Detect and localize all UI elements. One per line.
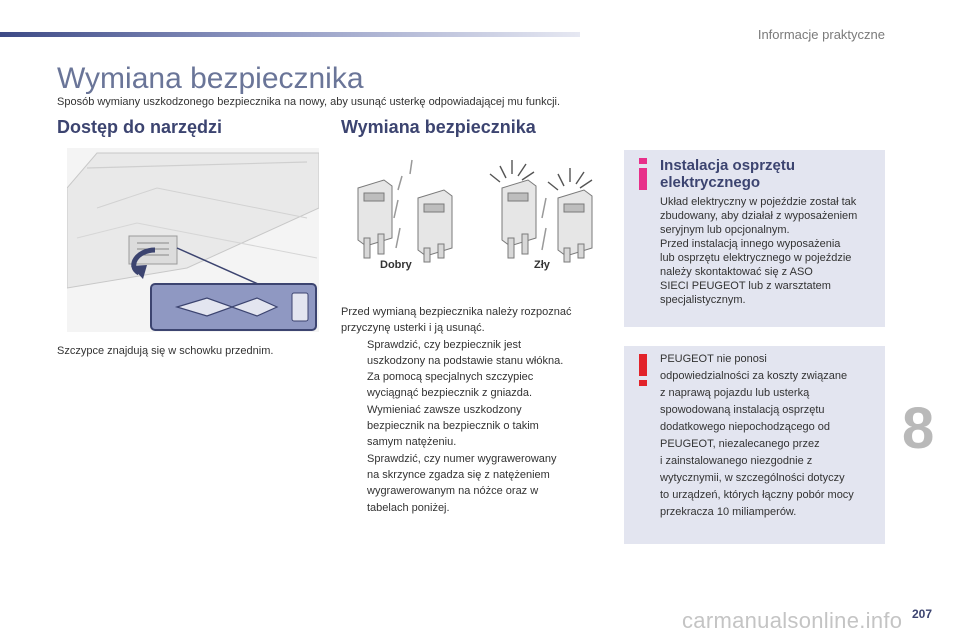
page-title: Wymiana bezpiecznika — [57, 62, 364, 95]
step-item — [341, 337, 611, 370]
step-line: Wymieniać zawsze uszkodzony — [367, 403, 522, 416]
info-box — [624, 150, 885, 327]
step-line: tabelach poniżej. — [367, 501, 450, 514]
step-line: uszkodzony na podstawie stanu włókna. — [367, 354, 564, 367]
tools-heading: Dostęp do narzędzi — [57, 117, 223, 137]
tools-caption: Szczypce znajdują się w schowku przednim. — [57, 345, 274, 357]
bad-fuse-label: Zły — [534, 259, 550, 271]
intro-line: przyczynę usterki i ją usunąć. — [341, 322, 485, 335]
watermark: carmanualsonline.info — [682, 608, 903, 633]
bad-fuse-icon — [490, 160, 592, 262]
chapter-number: 8 — [902, 396, 935, 461]
arrow-bullet-icon — [341, 402, 367, 451]
step-item — [341, 451, 611, 516]
step-line: bezpiecznik na bezpiecznik o takim — [367, 420, 539, 433]
step-line: samym natężeniu. — [367, 436, 457, 449]
page-number: 207 — [912, 607, 933, 621]
warning-exclamation-icon — [636, 354, 650, 386]
step-item — [341, 402, 611, 451]
arrow-bullet-icon — [341, 451, 367, 516]
replacement-instructions — [341, 304, 611, 516]
info-icon — [636, 158, 650, 190]
arrow-bullet-icon — [341, 337, 367, 370]
info-box-title: Instalacja osprzętu elektrycznego — [660, 157, 796, 191]
step-line: Sprawdzić, czy numer wygrawerowany — [367, 452, 557, 465]
header-bar — [0, 32, 580, 37]
step-item — [341, 369, 611, 402]
step-line: na skrzynce zgadza się z natężeniem — [367, 468, 550, 481]
intro-line: Przed wymianą bezpiecznika należy rozpoznać — [341, 306, 572, 318]
warning-box — [624, 346, 885, 544]
step-line: Za pomocą specjalnych szczypiec — [367, 371, 534, 384]
page-subtitle: Sposób wymiany uszkodzonego bezpiecznika na nowy, aby usunąć usterkę odpowiadającej mu funkcji. — [57, 96, 561, 108]
step-line: wyciągnąć bezpiecznik z gniazda. — [367, 387, 533, 400]
step-line: wygrawerowanym na nóżce oraz w — [367, 485, 539, 498]
warning-box-text: PEUGEOT nie ponosi odpowiedzialności za koszty związane z naprawą pojazdu lub usterką spowodowaną instalacją osprzętu dodatkowego niepochodzącego od PEUGEOT, niezalecanego przez i zainstalowanego niezgodnie z wytycznymii, w szczególności dotyczy to urządzeń, których łączny pobór mocy przekracza 10 miliamperów. — [660, 353, 854, 518]
step-line: Sprawdzić, czy bezpiecznik jest — [367, 338, 522, 351]
good-fuse-label: Dobry — [380, 259, 412, 271]
arrow-bullet-icon — [341, 369, 367, 402]
fuse-comparison-illustration — [340, 158, 610, 268]
section-label: Informacje praktyczne — [757, 27, 885, 42]
good-fuse-icon — [358, 160, 452, 262]
replacement-heading: Wymiana bezpiecznika — [341, 117, 536, 137]
glovebox-pliers-illustration — [67, 148, 319, 332]
info-box-text: Układ elektryczny w pojeździe został tak zbudowany, aby działał z wyposażeniem seryjnym lub opcjonalnym. Przed instalacją innego wyposażenia lub osprzętu elektrycznego w pojeździe należy skontaktować się z ASO SIECI PEUGEOT lub z warsztatem specjalistycznym. — [660, 196, 858, 306]
